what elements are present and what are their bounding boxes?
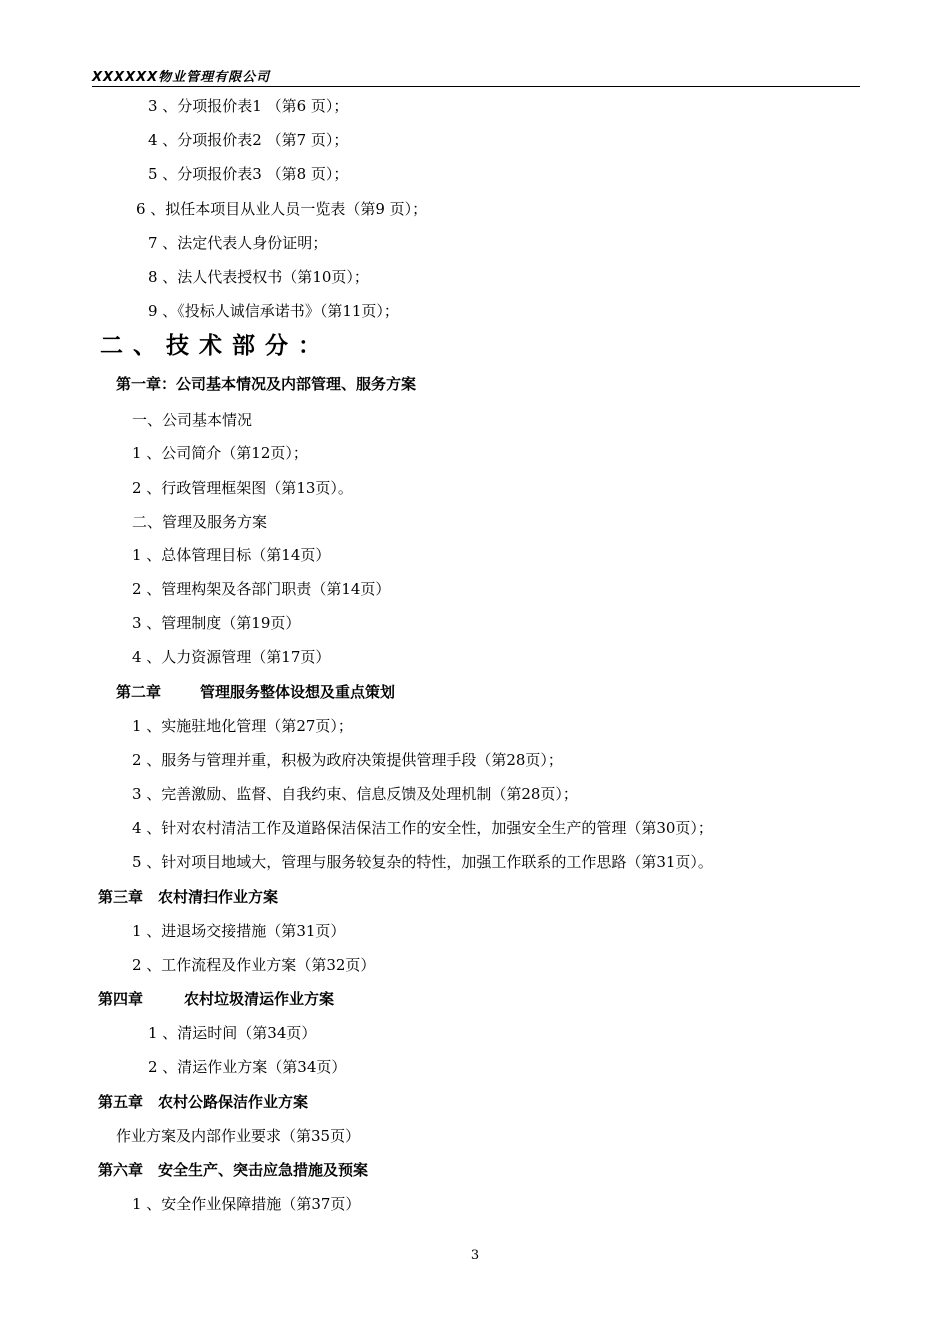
chapter-title: 管理服务整体设想及重点策划: [200, 683, 396, 701]
section-title: 二、技术部分：: [100, 333, 331, 359]
subsection-title: 一、公司基本情况: [132, 411, 253, 429]
toc-item: 8 、法人代表授权书（第10页）；: [148, 268, 369, 286]
toc-item: 2 、管理构架及各部门职责（第14页）: [132, 580, 391, 598]
toc-item: 2 、服务与管理并重，积极为政府决策提供管理手段（第28页）；: [132, 751, 563, 769]
toc-item: 2 、行政管理框架图（第13页）。: [132, 479, 353, 497]
toc-item: 1 、清运时间（第34页）: [148, 1024, 317, 1042]
chapter-title: 第一章：公司基本情况及内部管理、服务方案: [116, 375, 417, 393]
toc-item: 3 、完善激励、监督、自我约束、信息反馈及处理机制（第28页）；: [132, 785, 578, 803]
toc-item: 1 、总体管理目标（第14页）: [132, 546, 331, 564]
chapter-title: 第六章 安全生产、突击应急措施及预案: [98, 1161, 369, 1179]
page-number: 3: [470, 1248, 480, 1263]
toc-item: 6 、拟任本项目从业人员一览表（第9 页）；: [136, 200, 428, 218]
toc-item: 4 、人力资源管理（第17页）: [132, 648, 331, 666]
toc-item: 5 、分项报价表3 （第8 页）；: [148, 165, 349, 183]
toc-item: 1 、公司简介（第12页）；: [132, 444, 308, 462]
chapter-label: 第四章: [98, 990, 144, 1008]
chapter-label: 第二章: [116, 683, 162, 701]
toc-item: 1 、实施驻地化管理（第27页）；: [132, 717, 353, 735]
chapter-title: 第三章 农村清扫作业方案: [98, 888, 279, 906]
page-header: [92, 66, 860, 87]
toc-item: 4 、分项报价表2 （第7 页）；: [148, 131, 349, 149]
toc-item: 3 、管理制度（第19页）: [132, 614, 301, 632]
toc-item: 1 、进退场交接措施（第31页）: [132, 922, 346, 940]
toc-item: 1 、安全作业保障措施（第37页）: [132, 1195, 361, 1213]
toc-item: 9 、《投标人诚信承诺书》（第11页）；: [148, 302, 399, 320]
toc-item: 作业方案及内部作业要求（第35页）: [116, 1127, 361, 1145]
subsection-title: 二、管理及服务方案: [132, 513, 268, 531]
company-name: XXXXXX物业管理有限公司: [92, 70, 271, 85]
toc-item: 5 、针对项目地域大，管理与服务较复杂的特性，加强工作联系的工作思路（第31页）。: [132, 853, 713, 871]
toc-item: 2 、工作流程及作业方案（第32页）: [132, 956, 376, 974]
toc-item: 2 、清运作业方案（第34页）: [148, 1058, 347, 1076]
toc-item: 4 、针对农村清洁工作及道路保洁保洁工作的安全性，加强安全生产的管理（第30页）；: [132, 819, 713, 837]
toc-item: 7 、法定代表人身份证明；: [148, 234, 328, 252]
chapter-title: 第五章 农村公路保洁作业方案: [98, 1093, 309, 1111]
toc-item: 3 、分项报价表1 （第6 页）；: [148, 97, 349, 115]
chapter-title: 农村垃圾清运作业方案: [184, 990, 335, 1008]
